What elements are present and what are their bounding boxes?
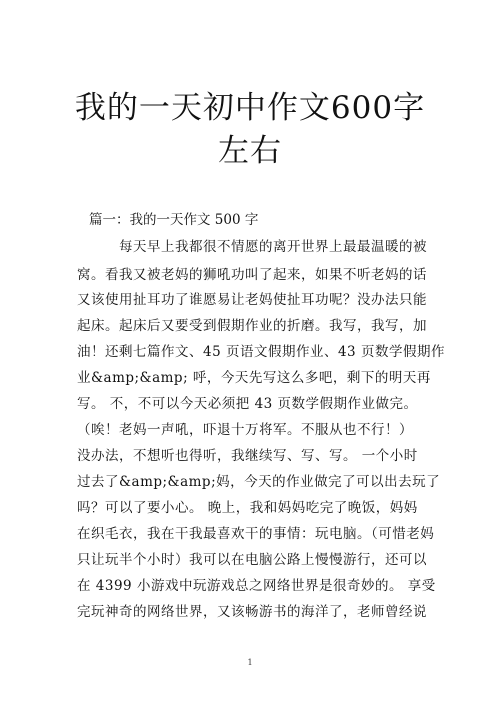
body-line: 油！还剩七篇作文、45 页语文假期作业、43 页数学假期作: [77, 344, 445, 360]
body-line: 完玩神奇的网络世界，又该畅游书的海洋了，老师曾经说: [77, 604, 427, 620]
body-line: 吗？可以了要小心。 晚上，我和妈妈吃完了晚饭，妈妈: [77, 500, 418, 516]
body-line: 窝。看我又被老妈的狮吼功叫了起来，如果不听老妈的话: [77, 267, 427, 283]
body-line: 过去了&amp;&amp;妈，今天的作业做完了可以出去玩了: [77, 474, 441, 490]
page-number: 1: [247, 658, 253, 667]
body-line: 起床。起床后又要受到假期作业的折磨。我写，我写，加: [77, 318, 427, 334]
section-heading: 篇一：我的一天作文 500 字: [89, 212, 259, 228]
document-title: 我的一天初中作文600字: [74, 90, 426, 126]
body-line: 业&amp;&amp; 呼，今天先写这么多吧，剩下的明天再: [77, 370, 431, 386]
body-line: 又该使用扯耳功了谁愿易让老妈使扯耳功呢？没办法只能: [77, 292, 427, 308]
body-line: 每天早上我都很不情愿的离开世界上最最温暖的被: [119, 239, 427, 255]
body-line: 在 4399 小游戏中玩游戏总之网络世界是很奇妙的。 享受: [77, 578, 436, 594]
document-title-continued: 左右: [218, 133, 282, 169]
body-line: （唉！老妈一声吼，吓退十万将军。不服从也不行！）: [77, 422, 413, 438]
body-line: 写。 不，不可以今天必须把 43 页数学假期作业做完。: [77, 396, 418, 412]
body-line: 在织毛衣，我在干我最喜欢干的事情：玩电脑。（可惜老妈: [77, 526, 435, 542]
body-line: 没办法，不想听也得听，我继续写、写、写。 一个小时: [77, 448, 418, 464]
body-line: 只让玩半个小时）我可以在电脑公路上慢慢游行，还可以: [77, 552, 427, 568]
